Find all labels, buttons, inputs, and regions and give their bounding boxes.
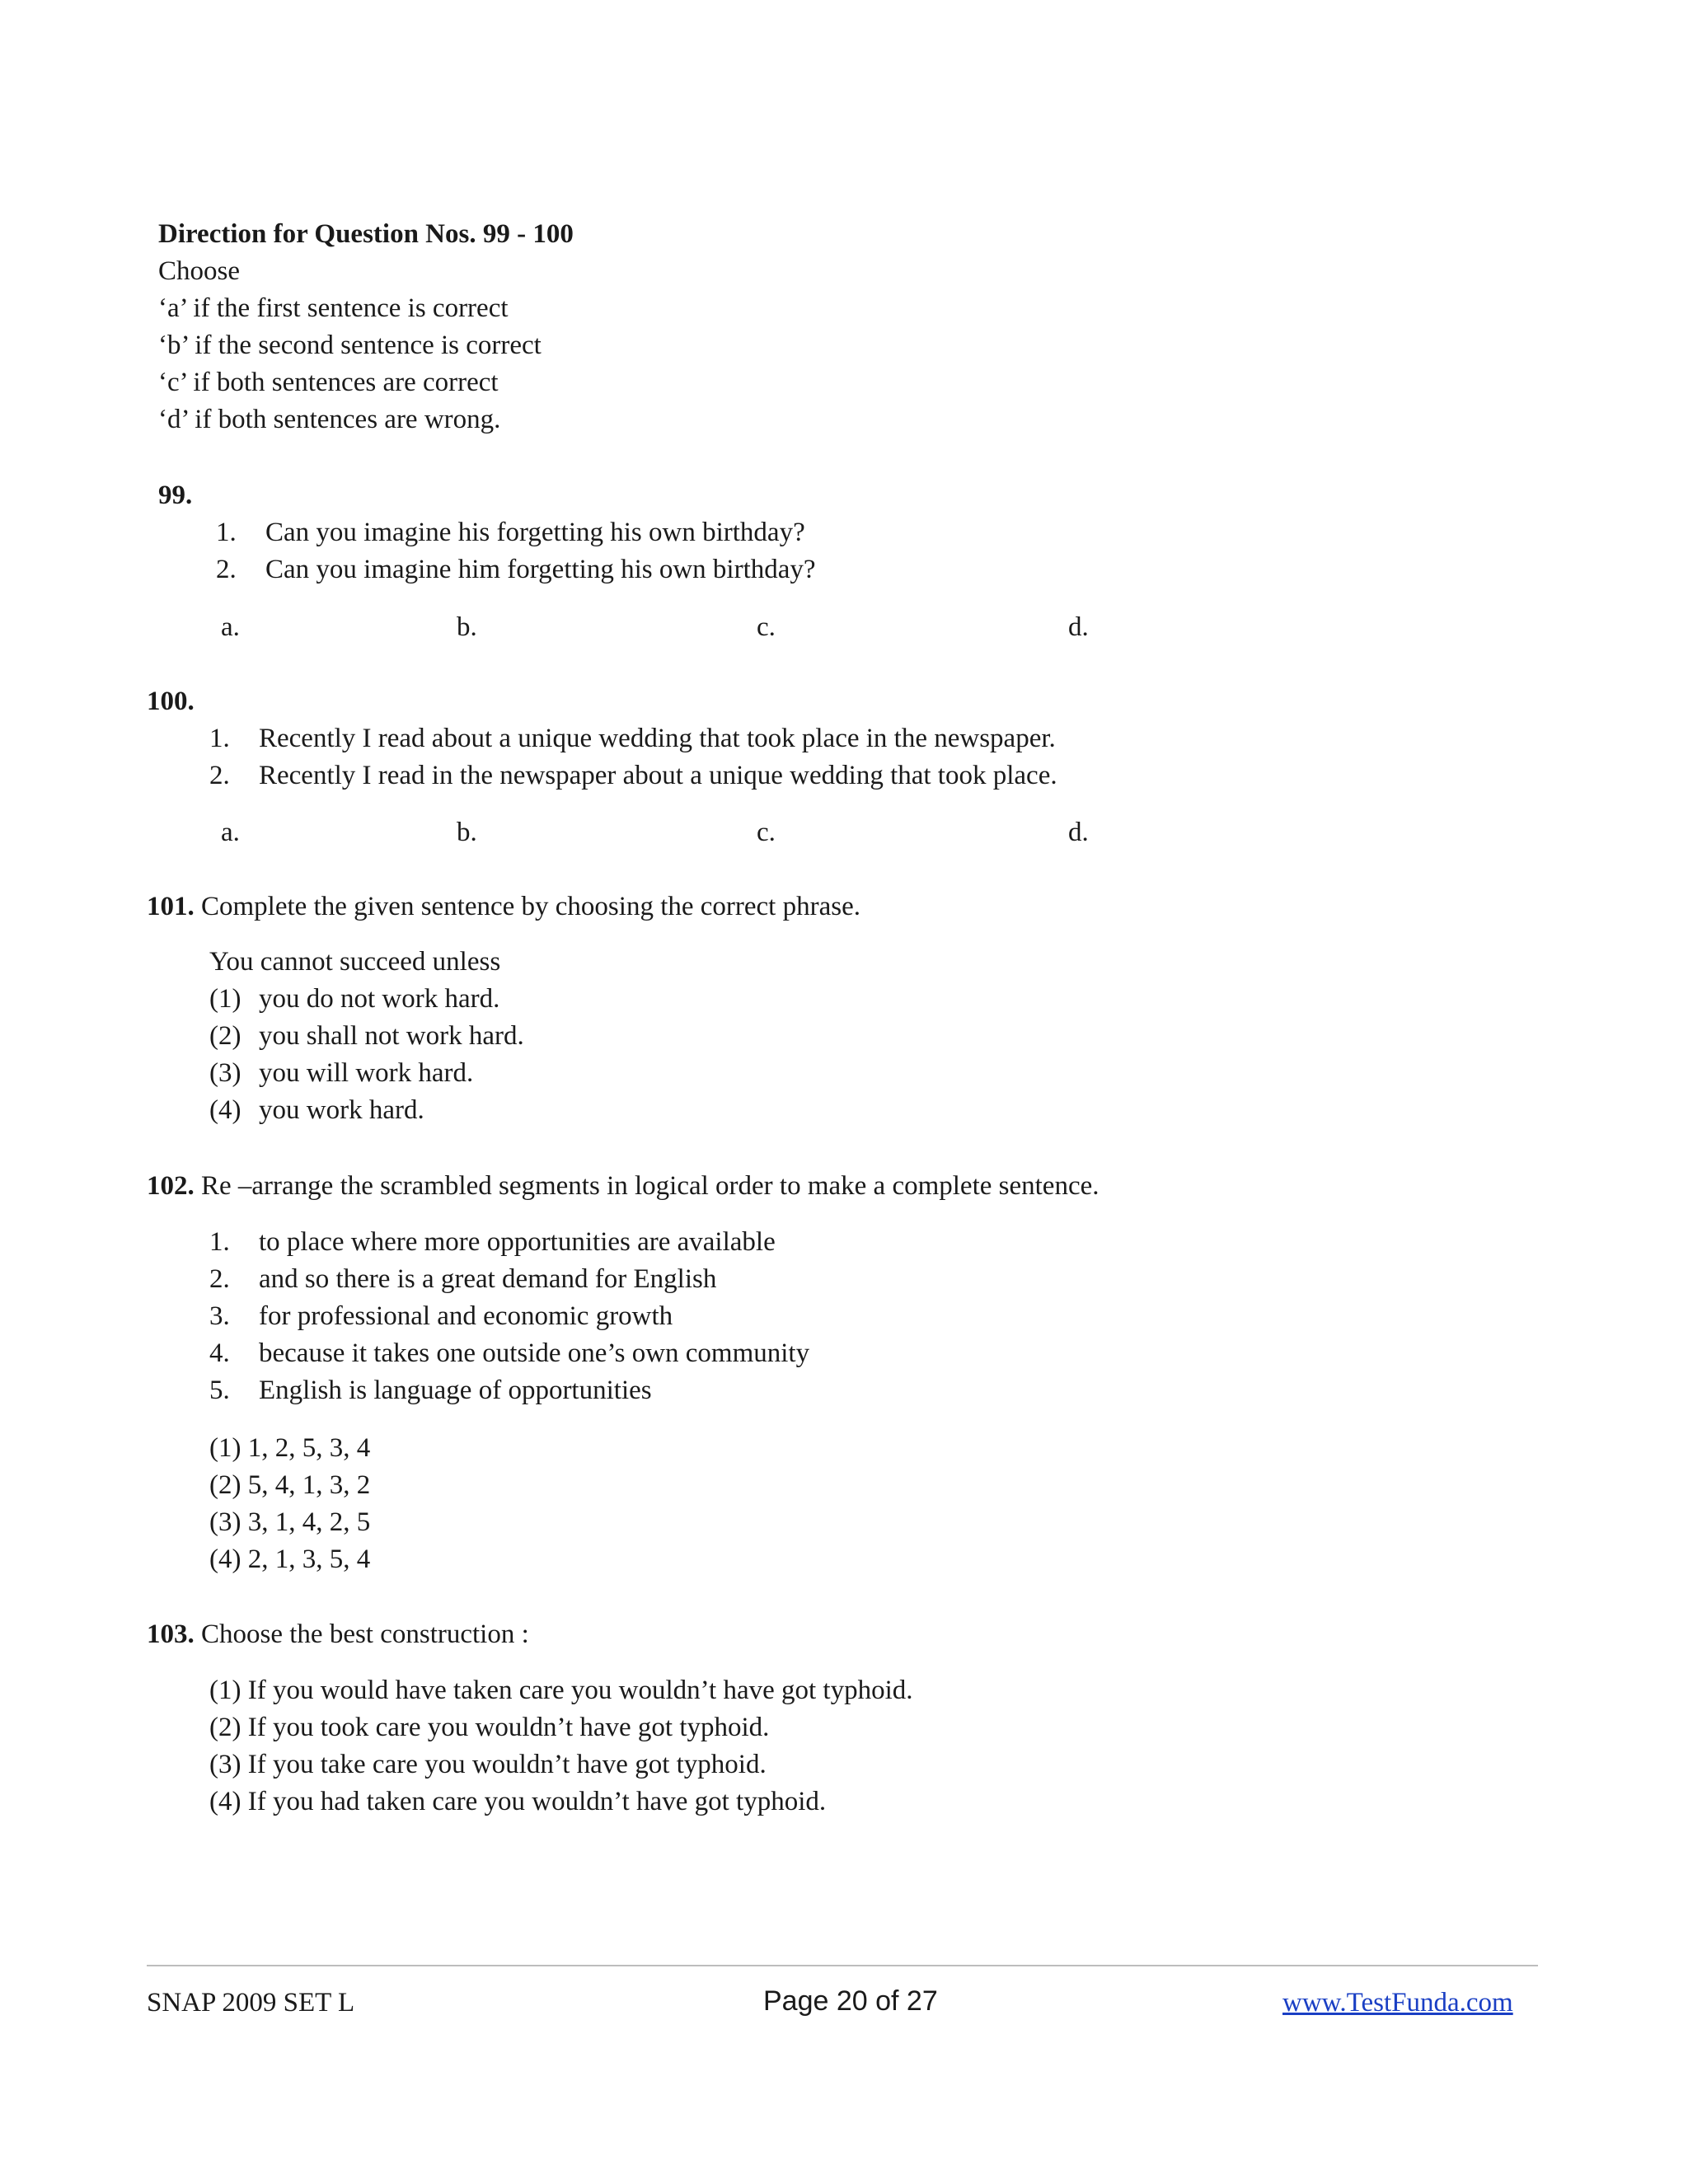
option-text: you work hard. <box>259 1095 424 1125</box>
question-103-options <box>209 1672 913 1821</box>
segment-text: English is language of opportunities <box>259 1376 652 1405</box>
option-item <box>209 981 524 1018</box>
sentence-number: 1. <box>209 724 230 753</box>
segment-number: 3. <box>209 1301 230 1331</box>
question-103-prompt: Choose the best construction : <box>201 1619 529 1649</box>
footer-exam-label: SNAP 2009 SET L <box>147 1988 355 2018</box>
sentence-number: 2. <box>209 761 230 790</box>
option-number: (4) <box>209 1095 241 1125</box>
segment-text: to place where more opportunities are available <box>259 1227 776 1257</box>
question-100-number: 100. <box>147 687 195 716</box>
sentence-number: 1. <box>216 518 237 547</box>
segment-item <box>209 1372 809 1409</box>
question-100-options <box>0 814 1154 851</box>
option-item <box>209 1055 524 1092</box>
direction-line: ‘d’ if both sentences are wrong. <box>158 405 501 434</box>
option-b: b. <box>457 612 477 642</box>
segment-item <box>209 1261 809 1298</box>
direction-line: ‘c’ if both sentences are correct <box>158 368 499 397</box>
option-c: c. <box>757 612 776 642</box>
option-item: (4) 2, 1, 3, 5, 4 <box>209 1544 371 1574</box>
sentence-item <box>209 757 1057 794</box>
question-101-heading <box>147 888 860 926</box>
question-101-number: 101. <box>147 892 195 921</box>
question-102-options <box>209 1430 370 1578</box>
question-99-number: 99. <box>158 480 193 510</box>
question-101-prompt: Complete the given sentence by choosing the correct phrase. <box>201 892 860 921</box>
segment-number: 2. <box>209 1264 230 1294</box>
segment-number: 5. <box>209 1376 230 1405</box>
option-item: (1) 1, 2, 5, 3, 4 <box>209 1433 371 1463</box>
segment-text: and so there is a great demand for English <box>259 1264 717 1294</box>
question-102-segments <box>209 1224 809 1409</box>
question-101-options <box>209 981 524 1129</box>
option-text: you will work hard. <box>259 1058 474 1088</box>
direction-line: Choose <box>158 256 240 286</box>
sentence-text: Can you imagine his forgetting his own birthday? <box>265 518 805 547</box>
direction-line: ‘a’ if the first sentence is correct <box>158 293 509 323</box>
option-text: you shall not work hard. <box>259 1021 524 1051</box>
question-102-number: 102. <box>147 1171 195 1201</box>
option-item: (2) If you took care you wouldn’t have got typhoid. <box>209 1713 770 1742</box>
option-item: (2) 5, 4, 1, 3, 2 <box>209 1470 371 1500</box>
option-d: d. <box>1068 612 1089 642</box>
option-item <box>209 1092 524 1129</box>
footer-page-number: Page 20 of 27 <box>763 1985 938 2017</box>
segment-number: 1. <box>209 1227 230 1257</box>
question-103-number: 103. <box>147 1619 195 1649</box>
option-item: (3) 3, 1, 4, 2, 5 <box>209 1507 371 1537</box>
question-100-sentences <box>209 720 1057 794</box>
sentence-text: Recently I read about a unique wedding that took place in the newspaper. <box>259 724 1056 753</box>
direction-title: Direction for Question Nos. 99 - 100 <box>158 219 574 249</box>
segment-text: for professional and economic growth <box>259 1301 673 1331</box>
sentence-text: Recently I read in the newspaper about a unique wedding that took place. <box>259 761 1057 790</box>
segment-text: because it takes one outside one’s own community <box>259 1338 810 1368</box>
question-99-sentences <box>216 514 816 588</box>
option-item: (1) If you would have taken care you wouldn’t have got typhoid. <box>209 1675 913 1705</box>
option-c: c. <box>757 818 776 847</box>
option-a: a. <box>221 612 240 642</box>
option-item: (4) If you had taken care you wouldn’t have got typhoid. <box>209 1787 827 1816</box>
segment-item <box>209 1335 809 1372</box>
sentence-text: Can you imagine him forgetting his own birthday? <box>265 555 816 584</box>
option-item: (3) If you take care you wouldn’t have got typhoid. <box>209 1750 767 1779</box>
option-text: you do not work hard. <box>259 984 500 1014</box>
option-number: (1) <box>209 984 241 1014</box>
question-102-prompt: Re –arrange the scrambled segments in logical order to make a complete sentence. <box>201 1171 1100 1201</box>
segment-number: 4. <box>209 1338 230 1368</box>
footer-divider <box>147 1965 1538 1966</box>
option-d: d. <box>1068 818 1089 847</box>
sentence-item <box>209 720 1057 757</box>
direction-line: ‘b’ if the second sentence is correct <box>158 330 542 360</box>
option-item <box>209 1018 524 1055</box>
sentence-item <box>216 551 816 588</box>
option-number: (3) <box>209 1058 241 1088</box>
footer-website-link[interactable]: www.TestFunda.com <box>1282 1988 1513 2018</box>
sentence-number: 2. <box>216 555 237 584</box>
question-102-heading <box>147 1168 1099 1205</box>
segment-item <box>209 1224 809 1261</box>
option-a: a. <box>221 818 240 847</box>
segment-item <box>209 1298 809 1335</box>
option-number: (2) <box>209 1021 241 1051</box>
question-99-options <box>0 609 1154 646</box>
question-101-stem: You cannot succeed unless <box>209 947 501 977</box>
sentence-item <box>216 514 816 551</box>
option-b: b. <box>457 818 477 847</box>
direction-block <box>158 216 574 438</box>
question-103-heading <box>147 1616 529 1653</box>
